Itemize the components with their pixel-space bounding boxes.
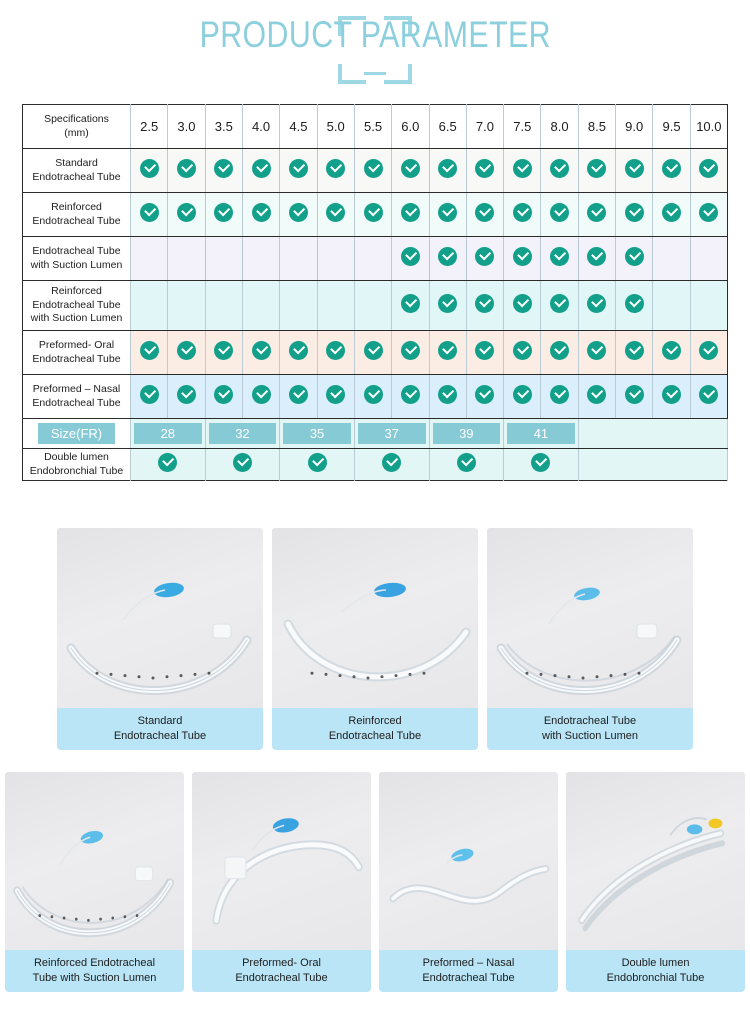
check-icon	[214, 385, 233, 404]
check-cell-available	[504, 237, 541, 281]
check-icon	[475, 203, 494, 222]
check-cell-available	[504, 149, 541, 193]
check-cell-available	[690, 149, 727, 193]
check-icon	[401, 247, 420, 266]
check-icon	[662, 385, 681, 404]
size-header-5.5: 5.5	[354, 105, 391, 149]
product-gallery-top-row	[0, 528, 750, 750]
row-label-line1: Reinforced	[51, 285, 102, 298]
check-cell-available	[354, 449, 429, 481]
check-cell-available	[280, 331, 317, 375]
check-cell-available	[429, 375, 466, 419]
check-cell-available	[242, 375, 279, 419]
row-label-line3: with Suction Lumen	[30, 312, 123, 325]
check-cell-empty	[317, 237, 354, 281]
check-icon	[699, 159, 718, 178]
check-icon	[214, 341, 233, 360]
check-cell-available	[616, 149, 653, 193]
check-icon	[438, 341, 457, 360]
check-icon	[177, 203, 196, 222]
page-title: PRODUCT PARAMETER	[199, 14, 551, 55]
check-cell-available	[354, 149, 391, 193]
product-card[interactable]	[379, 772, 558, 992]
check-icon	[289, 203, 308, 222]
check-icon	[625, 247, 644, 266]
check-icon	[475, 159, 494, 178]
row-label	[23, 331, 131, 375]
product-caption	[566, 950, 745, 992]
check-icon	[699, 385, 718, 404]
check-cell-available	[205, 375, 242, 419]
check-icon	[587, 385, 606, 404]
row-label-line2: with Suction Lumen	[30, 258, 123, 271]
product-caption-line2: Endotracheal Tube	[113, 729, 207, 742]
check-icon	[475, 341, 494, 360]
check-icon	[326, 385, 345, 404]
product-caption-line1: Standard	[137, 715, 183, 727]
size-fr-value-cell	[131, 419, 206, 449]
check-icon	[587, 341, 606, 360]
product-card[interactable]	[487, 528, 693, 750]
check-cell-available	[616, 237, 653, 281]
check-cell-available	[466, 331, 503, 375]
check-icon	[364, 159, 383, 178]
size-header-7.5: 7.5	[504, 105, 541, 149]
product-caption-line1: Reinforced	[348, 715, 402, 727]
check-icon	[699, 203, 718, 222]
check-icon	[662, 341, 681, 360]
check-cell-empty	[280, 237, 317, 281]
check-icon	[699, 341, 718, 360]
product-caption-line1: Reinforced Endotracheal	[33, 957, 156, 969]
check-cell-available	[168, 193, 205, 237]
size-fr-blank-cell	[578, 419, 727, 449]
check-icon	[364, 341, 383, 360]
product-card[interactable]	[192, 772, 371, 992]
check-cell-empty	[205, 281, 242, 331]
check-cell-available	[392, 331, 429, 375]
row-label-line1: Preformed – Nasal	[32, 383, 121, 396]
product-caption-line1: Preformed – Nasal	[422, 957, 515, 969]
check-cell-available	[280, 449, 355, 481]
check-icon	[177, 341, 196, 360]
check-icon	[625, 203, 644, 222]
check-cell-available	[429, 331, 466, 375]
check-icon	[326, 159, 345, 178]
check-icon	[550, 159, 569, 178]
check-icon	[382, 453, 401, 472]
check-icon	[438, 385, 457, 404]
check-cell-empty	[280, 281, 317, 331]
check-cell-empty	[354, 281, 391, 331]
check-cell-available	[690, 375, 727, 419]
check-icon	[513, 247, 532, 266]
check-cell-empty	[690, 281, 727, 331]
check-cell-available	[578, 375, 615, 419]
check-cell-available	[392, 193, 429, 237]
check-icon	[662, 203, 681, 222]
check-icon	[364, 203, 383, 222]
size-fr-row	[23, 419, 728, 449]
size-header-9.5: 9.5	[653, 105, 690, 149]
check-icon	[401, 385, 420, 404]
size-fr-badge: 37	[358, 423, 426, 444]
check-icon	[308, 453, 327, 472]
size-header-4.5: 4.5	[280, 105, 317, 149]
product-caption	[192, 950, 371, 992]
size-header-6.5: 6.5	[429, 105, 466, 149]
check-cell-available	[616, 375, 653, 419]
row-label-line2: Endotracheal Tube	[32, 298, 121, 311]
check-cell-empty	[205, 237, 242, 281]
check-cell-available	[131, 149, 168, 193]
size-header-8.0: 8.0	[541, 105, 578, 149]
check-icon	[587, 203, 606, 222]
check-cell-available	[354, 375, 391, 419]
check-icon	[438, 159, 457, 178]
size-fr-value-cell	[280, 419, 355, 449]
spec-header-label	[23, 105, 131, 149]
check-cell-available	[504, 193, 541, 237]
check-cell-available	[392, 281, 429, 331]
check-icon	[140, 341, 159, 360]
size-fr-badge: 35	[283, 423, 351, 444]
double-lumen-endobronchial-tube-photo	[566, 772, 745, 950]
check-icon	[140, 385, 159, 404]
product-gallery-bottom-row	[0, 772, 750, 992]
size-fr-value-cell	[205, 419, 280, 449]
check-cell-available	[205, 449, 280, 481]
check-cell-available	[653, 375, 690, 419]
check-cell-available	[242, 149, 279, 193]
row-label-line1: Standard	[55, 157, 98, 170]
row-label	[23, 193, 131, 237]
check-cell-available	[466, 237, 503, 281]
check-cell-empty	[168, 281, 205, 331]
check-cell-available	[653, 331, 690, 375]
size-header-2.5: 2.5	[131, 105, 168, 149]
check-cell-available	[578, 331, 615, 375]
size-fr-badge: 41	[507, 423, 575, 444]
check-cell-available	[168, 375, 205, 419]
check-icon	[252, 341, 271, 360]
check-cell-empty	[317, 281, 354, 331]
check-icon	[326, 203, 345, 222]
check-icon	[475, 385, 494, 404]
check-icon	[513, 203, 532, 222]
table-row	[23, 193, 728, 237]
check-icon	[513, 159, 532, 178]
double-lumen-label	[23, 449, 131, 481]
table-header-row	[23, 105, 728, 149]
product-caption-line1: Double lumen	[621, 957, 690, 969]
check-cell-available	[616, 331, 653, 375]
check-cell-available	[541, 237, 578, 281]
check-cell-available	[280, 193, 317, 237]
table-row	[23, 375, 728, 419]
check-icon	[177, 159, 196, 178]
size-header-8.5: 8.5	[578, 105, 615, 149]
row-label	[23, 237, 131, 281]
check-cell-available	[205, 331, 242, 375]
check-icon	[177, 385, 196, 404]
product-card[interactable]	[5, 772, 184, 992]
check-icon	[550, 203, 569, 222]
check-cell-available	[317, 331, 354, 375]
table-row	[23, 331, 728, 375]
check-cell-available	[690, 331, 727, 375]
product-caption	[379, 950, 558, 992]
check-cell-available	[280, 149, 317, 193]
check-cell-available	[541, 331, 578, 375]
check-icon	[252, 385, 271, 404]
product-caption	[5, 950, 184, 992]
size-header-4.0: 4.0	[242, 105, 279, 149]
product-card[interactable]	[272, 528, 478, 750]
check-cell-available	[578, 193, 615, 237]
check-icon	[587, 159, 606, 178]
specifications-table	[22, 104, 728, 481]
check-cell-available	[466, 193, 503, 237]
check-cell-available	[131, 331, 168, 375]
double-lumen-label-line1: Double lumen	[44, 451, 109, 464]
check-cell-available	[578, 237, 615, 281]
check-cell-available	[541, 149, 578, 193]
check-cell-empty	[242, 237, 279, 281]
check-icon	[531, 453, 550, 472]
check-icon	[214, 203, 233, 222]
check-cell-empty	[690, 237, 727, 281]
spec-header-line2: (mm)	[64, 126, 89, 139]
row-label-line1: Reinforced	[51, 201, 102, 214]
product-caption	[487, 708, 693, 750]
check-cell-available	[317, 149, 354, 193]
reinforced-tube-with-suction-lumen-photo	[5, 772, 184, 950]
check-icon	[587, 294, 606, 313]
size-fr-value-cell	[504, 419, 579, 449]
check-cell-empty	[653, 281, 690, 331]
check-icon	[625, 341, 644, 360]
check-icon	[401, 294, 420, 313]
size-fr-badge: 28	[134, 423, 202, 444]
check-cell-available	[280, 375, 317, 419]
check-icon	[158, 453, 177, 472]
check-icon	[233, 453, 252, 472]
double-lumen-blank-cell	[578, 449, 727, 481]
check-cell-available	[429, 281, 466, 331]
check-cell-available	[392, 375, 429, 419]
check-cell-available	[504, 281, 541, 331]
check-icon	[550, 341, 569, 360]
check-icon	[550, 385, 569, 404]
product-caption	[272, 708, 478, 750]
check-cell-available	[317, 375, 354, 419]
product-caption-line2: Endotracheal Tube	[422, 971, 515, 984]
check-cell-available	[466, 281, 503, 331]
check-cell-available	[504, 331, 541, 375]
check-cell-available	[466, 375, 503, 419]
check-cell-available	[131, 449, 206, 481]
check-cell-available	[653, 193, 690, 237]
check-cell-available	[354, 331, 391, 375]
row-label-line2: Endotracheal Tube	[32, 396, 121, 409]
check-cell-available	[429, 449, 504, 481]
check-cell-available	[541, 375, 578, 419]
check-cell-available	[504, 449, 579, 481]
product-caption-line2: Tube with Suction Lumen	[32, 971, 157, 984]
product-caption-line2: Endotracheal Tube	[235, 971, 328, 984]
check-icon	[140, 203, 159, 222]
check-cell-available	[205, 193, 242, 237]
size-fr-badge: 32	[209, 423, 277, 444]
check-icon	[662, 159, 681, 178]
check-icon	[625, 294, 644, 313]
table-row	[23, 281, 728, 331]
check-icon	[625, 159, 644, 178]
row-label-line2: Endotracheal Tube	[32, 214, 121, 227]
size-header-3.5: 3.5	[205, 105, 242, 149]
row-label	[23, 281, 131, 331]
check-cell-available	[242, 193, 279, 237]
row-label-line1: Endotracheal Tube	[32, 245, 121, 258]
row-label	[23, 375, 131, 419]
check-icon	[326, 341, 345, 360]
row-label-line2: Endotracheal Tube	[32, 170, 121, 183]
product-caption-line1: Endotracheal Tube	[543, 715, 637, 727]
size-header-3.0: 3.0	[168, 105, 205, 149]
check-icon	[140, 159, 159, 178]
table-row	[23, 237, 728, 281]
check-cell-available	[392, 149, 429, 193]
check-icon	[550, 294, 569, 313]
check-cell-available	[504, 375, 541, 419]
check-icon	[214, 159, 233, 178]
check-cell-available	[690, 193, 727, 237]
check-icon	[401, 159, 420, 178]
check-cell-empty	[242, 281, 279, 331]
check-icon	[289, 385, 308, 404]
check-icon	[289, 159, 308, 178]
size-fr-label-cell	[23, 419, 131, 449]
check-cell-empty	[131, 281, 168, 331]
check-cell-available	[429, 237, 466, 281]
product-caption-line2: with Suction Lumen	[542, 729, 638, 742]
check-cell-available	[392, 237, 429, 281]
check-icon	[475, 294, 494, 313]
check-cell-available	[131, 193, 168, 237]
check-cell-available	[466, 149, 503, 193]
check-icon	[364, 385, 383, 404]
check-icon	[513, 341, 532, 360]
check-icon	[513, 294, 532, 313]
check-icon	[550, 247, 569, 266]
size-fr-label: Size(FR)	[38, 423, 115, 445]
check-icon	[252, 159, 271, 178]
check-cell-empty	[354, 237, 391, 281]
check-cell-empty	[131, 237, 168, 281]
check-icon	[457, 453, 476, 472]
double-lumen-label-line2: Endobronchial Tube	[29, 464, 124, 477]
check-cell-available	[354, 193, 391, 237]
check-cell-available	[541, 193, 578, 237]
check-cell-available	[131, 375, 168, 419]
size-fr-badge: 39	[433, 423, 501, 444]
check-cell-empty	[168, 237, 205, 281]
size-header-9.0: 9.0	[616, 105, 653, 149]
preformed-nasal-endotracheal-tube-photo	[379, 772, 558, 950]
check-icon	[289, 341, 308, 360]
reinforced-endotracheal-tube-photo	[272, 528, 478, 708]
product-caption-line2: Endobronchial Tube	[606, 971, 705, 984]
size-fr-value-cell	[429, 419, 504, 449]
size-header-5.0: 5.0	[317, 105, 354, 149]
check-icon	[438, 203, 457, 222]
check-cell-available	[242, 331, 279, 375]
check-cell-empty	[653, 237, 690, 281]
check-icon	[587, 247, 606, 266]
product-card[interactable]	[57, 528, 263, 750]
check-cell-available	[616, 193, 653, 237]
check-icon	[438, 247, 457, 266]
product-caption-line1: Preformed- Oral	[242, 957, 321, 969]
row-label	[23, 149, 131, 193]
check-cell-available	[653, 149, 690, 193]
check-cell-available	[578, 149, 615, 193]
size-fr-value-cell	[354, 419, 429, 449]
product-caption	[57, 708, 263, 750]
check-cell-available	[541, 281, 578, 331]
check-icon	[513, 385, 532, 404]
table-row	[23, 149, 728, 193]
check-icon	[625, 385, 644, 404]
check-icon	[438, 294, 457, 313]
product-caption-line2: Endotracheal Tube	[328, 729, 422, 742]
check-cell-available	[578, 281, 615, 331]
standard-endotracheal-tube-photo	[57, 528, 263, 708]
check-cell-available	[205, 149, 242, 193]
double-lumen-row	[23, 449, 728, 481]
product-card[interactable]	[566, 772, 745, 992]
check-cell-available	[168, 331, 205, 375]
check-icon	[475, 247, 494, 266]
check-cell-available	[616, 281, 653, 331]
page-title-block	[0, 14, 750, 56]
specifications-table-wrapper	[22, 104, 728, 481]
size-header-6.0: 6.0	[392, 105, 429, 149]
check-cell-available	[429, 149, 466, 193]
check-icon	[401, 203, 420, 222]
preformed-oral-endotracheal-tube-photo	[192, 772, 371, 950]
check-cell-available	[317, 193, 354, 237]
check-icon	[252, 203, 271, 222]
endotracheal-tube-with-suction-lumen-photo	[487, 528, 693, 708]
check-cell-available	[168, 149, 205, 193]
row-label-line2: Endotracheal Tube	[32, 352, 121, 365]
check-cell-available	[429, 193, 466, 237]
spec-header-line1: Specifications	[44, 113, 109, 126]
size-header-10.0: 10.0	[690, 105, 727, 149]
row-label-line1: Preformed- Oral	[38, 339, 115, 352]
size-header-7.0: 7.0	[466, 105, 503, 149]
check-icon	[401, 341, 420, 360]
